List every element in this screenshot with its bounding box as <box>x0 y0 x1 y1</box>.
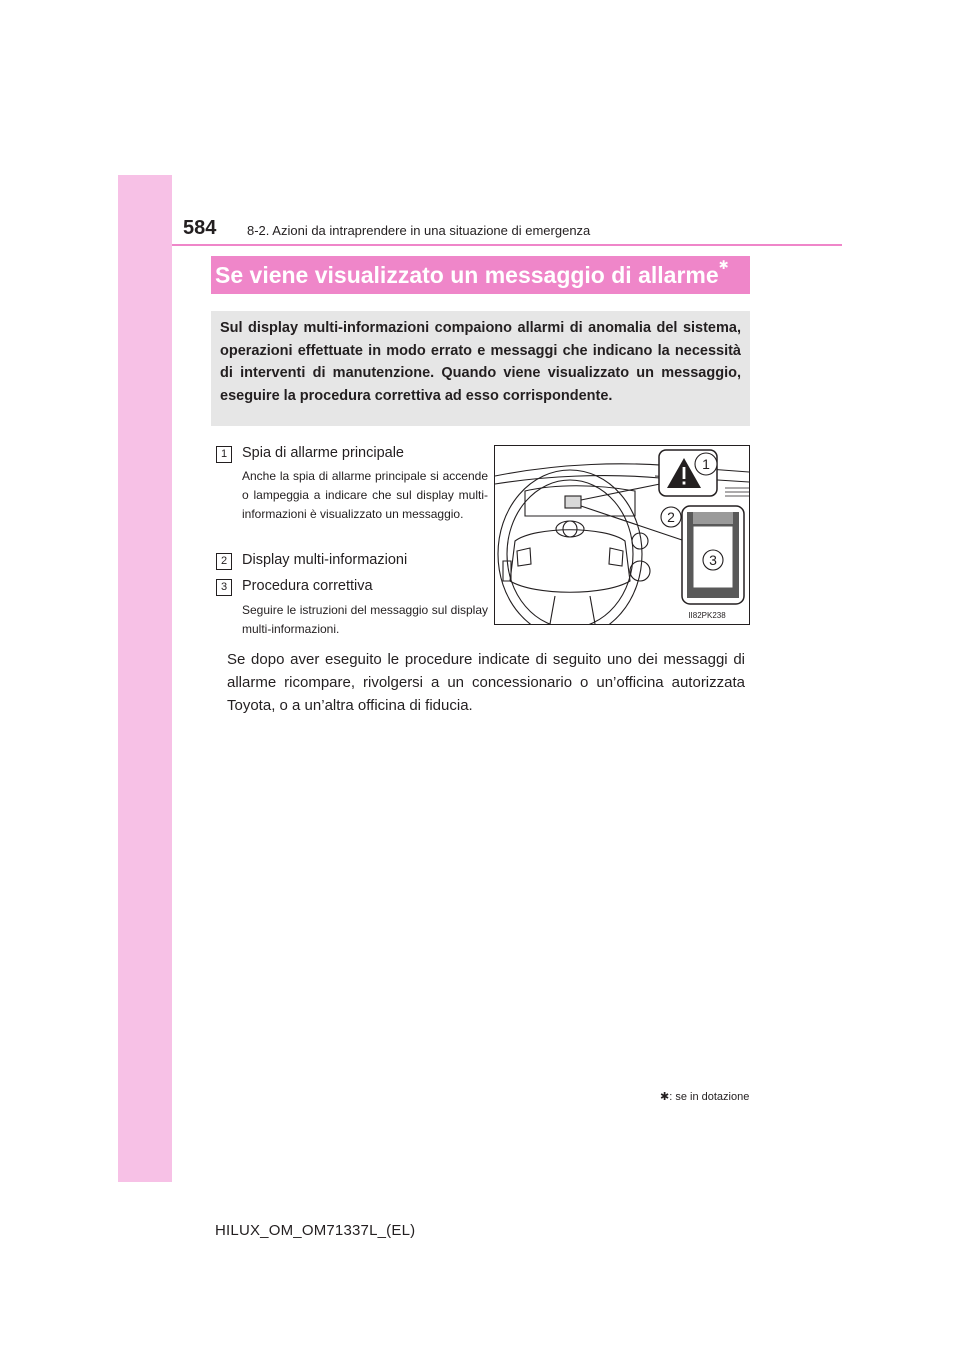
item-1-title: Spia di allarme principale <box>242 445 404 461</box>
item-3-title: Procedura correttiva <box>242 578 373 594</box>
footnote-text: : se in dotazione <box>669 1091 750 1103</box>
toyota-emblem <box>556 521 584 537</box>
item-2-title: Display multi-informazioni <box>242 552 408 568</box>
document-code-footer: HILUX_OM_OM71337L_(EL) <box>215 1222 416 1239</box>
body-paragraph: Se dopo aver eseguito le procedure indicate di seguito uno dei messaggi di allarme ricompare, rivolgersi a un concessionario o un’officina autorizzata Toyota, o a un’altra officina di fiducia. <box>227 651 745 714</box>
header-rule <box>172 244 842 246</box>
side-tab-band <box>118 175 172 1182</box>
item-1-number: 1 <box>216 446 232 463</box>
intro-box: Sul display multi-informazioni compaiono allarmi di anomalia del sistema, operazioni effettuate in modo errato e messaggi che indicano la necessità di interventi di manutenzione. Quando viene visualizzato un messaggio, eseguire la procedura correttiva ad esso corrispondente. <box>211 311 750 426</box>
callout-2-label: 2 <box>667 509 675 525</box>
figure-code: II82PK238 <box>688 611 726 620</box>
steering-wheel-hub <box>510 530 630 593</box>
page-number: 584 <box>183 217 217 239</box>
multi-info-display-small <box>565 496 581 508</box>
dashboard-drawing <box>495 446 749 624</box>
asterisk-icon: ✱ <box>718 258 729 272</box>
section-title <box>211 256 750 294</box>
callout-1-label: 1 <box>702 456 710 472</box>
footnote <box>660 1090 749 1103</box>
callout-3-label: 3 <box>709 552 717 568</box>
item-2-number: 2 <box>216 553 232 570</box>
section-title-text: Se viene visualizzato un messaggio di allarme <box>215 262 719 288</box>
dashboard-illustration <box>494 445 750 625</box>
asterisk-icon: ✱ <box>660 1091 670 1103</box>
steering-wheel-rim <box>498 470 642 624</box>
chapter-title: 8-2. Azioni da intraprendere in una situazione di emergenza <box>247 223 591 238</box>
knob-lower <box>630 561 650 581</box>
item-1-description: Anche la spia di allarme principale si accende o lampeggia a indicare che sul display multi-informazioni è visualizzato un messaggio. <box>242 469 488 521</box>
item-3-number: 3 <box>216 579 232 596</box>
item-3-description: Seguire le istruzioni del messaggio sul display multi-informazioni. <box>242 603 488 636</box>
